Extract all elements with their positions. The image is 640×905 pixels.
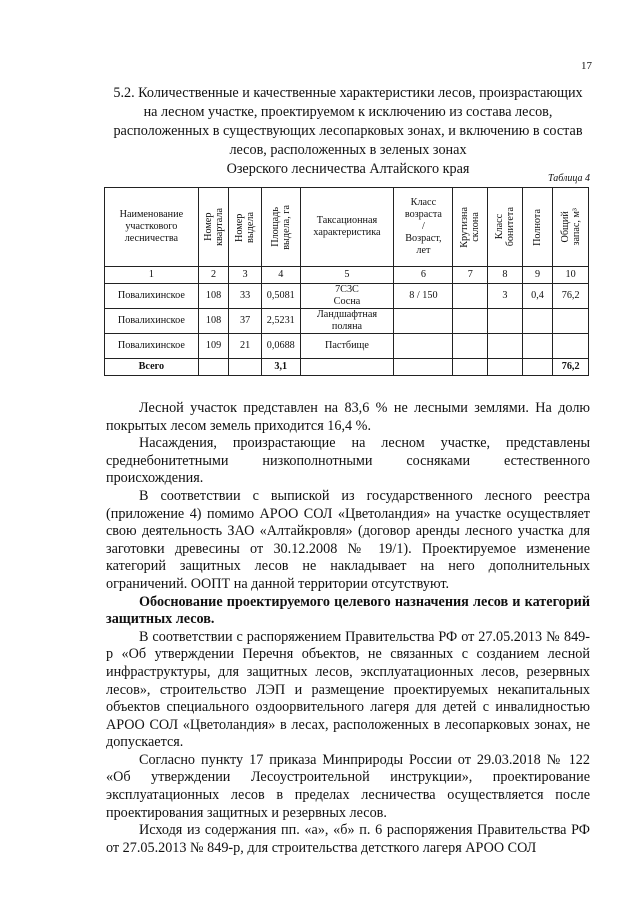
column-number: 6 xyxy=(394,267,453,284)
table-cell: Пастбище xyxy=(300,334,394,359)
table-cell xyxy=(394,309,453,334)
column-number: 2 xyxy=(198,267,229,284)
table-row xyxy=(105,284,589,309)
column-number: 9 xyxy=(522,267,553,284)
bold-heading: Обоснование проектируемого целевого назначения лесов и категорий защитных лесов. xyxy=(106,593,590,628)
paragraph: Насаждения, произрастающие на лесном участке, представлены среднебонитетными низкополнотными сосняками естественного происхождения. xyxy=(106,435,590,487)
header-allotment: Номер выдела xyxy=(229,188,262,267)
table-cell xyxy=(522,359,553,376)
paragraph-bold-heading xyxy=(106,594,590,629)
column-number: 5 xyxy=(300,267,394,284)
table-cell xyxy=(488,359,523,376)
table-cell: 2,5231 xyxy=(261,309,300,334)
column-number: 4 xyxy=(261,267,300,284)
table-cell: 8 / 150 xyxy=(394,284,453,309)
page-number: 17 xyxy=(581,60,592,72)
table-cell xyxy=(522,309,553,334)
heading-line: 5.2. Количественные и качественные характеристики лесов, произрастающих xyxy=(113,85,583,101)
table-row xyxy=(105,309,589,334)
table-cell: 76,2 xyxy=(553,284,589,309)
table-cell: 108 xyxy=(198,309,229,334)
body-text xyxy=(106,400,590,857)
table-header-row xyxy=(105,188,589,267)
section-heading xyxy=(100,84,596,179)
table-cell xyxy=(300,359,394,376)
total-label: Всего xyxy=(105,359,199,376)
header-density: Полнота xyxy=(522,188,553,267)
table-cell xyxy=(229,359,262,376)
column-number: 7 xyxy=(453,267,488,284)
header-forestry: Наименование участкового лесничества xyxy=(105,188,199,267)
total-stock: 76,2 xyxy=(553,359,589,376)
header-quarter: Номер квартала xyxy=(198,188,229,267)
table-cell: Ландшафтная поляна xyxy=(300,309,394,334)
table-row xyxy=(105,334,589,359)
paragraph: В соответствии с выпиской из государственного лесного реестра (приложение 4) помимо АРОО СОЛ «Цветоландия» на участке осуществляет свою деятельность ЗАО «Алтайкровля» (договор аренды лесного участка для заготовки древесины от 30.12.2008 № 19/1). Проектируемое изменение категорий защитных лесов не накладывает на него дополнительных ограничений. ООПТ на данной территории отсутствуют. xyxy=(106,487,590,592)
column-number: 8 xyxy=(488,267,523,284)
table-cell xyxy=(453,334,488,359)
header-bonitet: Класс бонитета xyxy=(488,188,523,267)
table-cell xyxy=(453,284,488,309)
header-slope: Крутизна склона xyxy=(453,188,488,267)
forest-characteristics-table xyxy=(104,187,589,376)
header-stock: Общий запас, м³ xyxy=(553,188,589,267)
table-cell xyxy=(553,334,589,359)
table-cell: 3 xyxy=(488,284,523,309)
header-age-class: Класс возраста / Возраст, лет xyxy=(394,188,453,267)
table-cell xyxy=(453,359,488,376)
table-cell: 108 xyxy=(198,284,229,309)
table-cell: 7С3С Сосна xyxy=(300,284,394,309)
heading-line: расположенных в существующих лесопарковых зонах, и включению в состав xyxy=(113,123,583,139)
table-cell: 37 xyxy=(229,309,262,334)
table-cell: 0,4 xyxy=(522,284,553,309)
table-cell: 0,0688 xyxy=(261,334,300,359)
table-cell xyxy=(394,359,453,376)
header-taxation: Таксационная характеристика xyxy=(300,188,394,267)
table-cell xyxy=(453,309,488,334)
table-cell: 33 xyxy=(229,284,262,309)
table-label: Таблица 4 xyxy=(548,173,590,184)
column-number: 1 xyxy=(105,267,199,284)
table-cell xyxy=(553,309,589,334)
column-number-row xyxy=(105,267,589,284)
paragraph: Исходя из содержания пп. «а», «б» п. 6 распоряжения Правительства РФ от 27.05.2013 № 849-р, для строительства детсткого лагеря АРОО СОЛ xyxy=(106,822,590,856)
table-cell xyxy=(488,309,523,334)
table-cell: Повалихинское xyxy=(105,309,199,334)
table-cell: Повалихинское xyxy=(105,284,199,309)
table-cell xyxy=(198,359,229,376)
header-area: Площадь выдела, га xyxy=(261,188,300,267)
table-cell xyxy=(488,334,523,359)
column-number: 10 xyxy=(553,267,589,284)
heading-line: лесов, расположенных в зеленых зонах xyxy=(229,142,467,158)
table-total-row xyxy=(105,359,589,376)
table-cell: 21 xyxy=(229,334,262,359)
table-cell xyxy=(522,334,553,359)
column-number: 3 xyxy=(229,267,262,284)
table-cell: 0,5081 xyxy=(261,284,300,309)
table-cell xyxy=(394,334,453,359)
table-cell: 109 xyxy=(198,334,229,359)
paragraph: Лесной участок представлен на 83,6 % не лесными землями. На долю покрытых лесом земель приходится 16,4 %. xyxy=(106,400,590,434)
heading-line: на лесном участке, проектируемом к исключению из состава лесов, xyxy=(143,104,553,120)
heading-line: Озерского лесничества Алтайского края xyxy=(226,161,470,177)
paragraph: В соответствии с распоряжением Правительства РФ от 27.05.2013 № 849-р «Об утверждении Перечня объектов, не связанных с созданием лесной инфраструктуры, для защитных лесов, эксплуатационных лесов, резервных лесов», строительство ЛЭП и размещение проектируемых некапитальных объектов специального оздоорвительного лагеря для детей с инвалидностью АРОО СОЛ «Цветоландия» в лесах, расположенных в лесопарковых зонах, не допускается. xyxy=(106,628,590,751)
table-cell: Повалихинское xyxy=(105,334,199,359)
paragraph: Согласно пункту 17 приказа Минприроды России от 29.03.2018 № 122 «Об утверждении Лесоустроительной инструкции», проектирование эксплуатационных лесов в пределах лесничества осуществляется после проектирования защитных и резервных лесов. xyxy=(106,751,590,821)
total-area: 3,1 xyxy=(261,359,300,376)
